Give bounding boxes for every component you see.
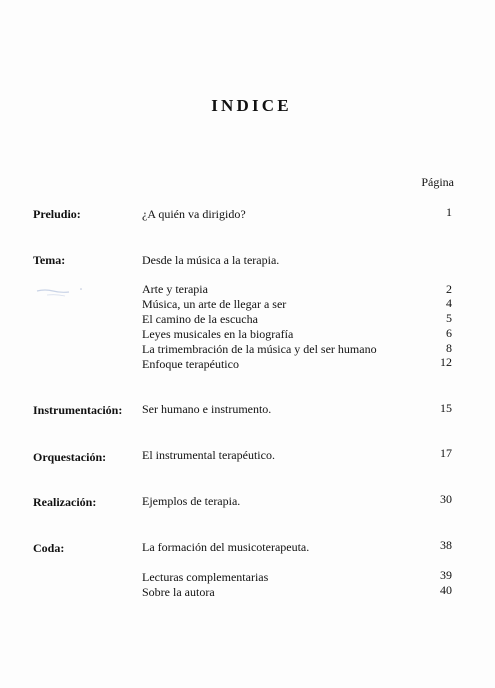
toc-entry-text: Enfoque terapéutico [142, 357, 239, 371]
toc-entry-text: Sobre la autora [142, 585, 215, 599]
page-column-header: Página [421, 175, 454, 189]
toc-entry-text: El camino de la escucha [142, 312, 258, 326]
toc-entry-page: 4 [446, 296, 452, 310]
toc-entry-page: 1 [446, 205, 452, 219]
toc-entry-page: 15 [440, 401, 452, 415]
toc-entry-page: 6 [446, 326, 452, 340]
section-label-tema: Tema: [33, 253, 66, 267]
toc-entry-text: ¿A quién va dirigido? [142, 207, 246, 221]
toc-entry-page: 39 [440, 568, 452, 582]
section-intro-tema: Desde la música a la terapia. [142, 253, 280, 267]
toc-entry-text: La formación del musicoterapeuta. [142, 540, 310, 554]
section-label-orquestacion: Orquestación: [33, 450, 107, 464]
toc-entry-text: El instrumental terapéutico. [142, 448, 275, 462]
toc-entry-text: La trimembración de la música y del ser humano [142, 342, 377, 356]
toc-entry-text: Ejemplos de terapia. [142, 494, 241, 508]
section-label-coda: Coda: [33, 541, 65, 555]
toc-entry-text: Leyes musicales en la biografía [142, 327, 294, 341]
toc-entry-page: 17 [440, 446, 452, 460]
toc-entry-page: 30 [440, 492, 452, 506]
toc-entry-text: Lecturas complementarias [142, 570, 269, 584]
toc-entry-text: Música, un arte de llegar a ser [142, 297, 287, 311]
toc-entry-page: 5 [446, 311, 452, 325]
toc-entry-page: 8 [446, 341, 452, 355]
toc-entry-page: 2 [446, 282, 452, 296]
scan-smudge-mark [35, 285, 85, 299]
section-label-preludio: Preludio: [33, 207, 81, 221]
toc-entry-page: 12 [440, 355, 452, 369]
page-title: INDICE [211, 96, 292, 115]
section-label-instrumentacion: Instrumentación: [33, 403, 123, 417]
toc-entry-page: 40 [440, 583, 452, 597]
toc-entry-page: 38 [440, 538, 452, 552]
section-label-realizacion: Realización: [33, 495, 97, 509]
toc-entry-text: Ser humano e instrumento. [142, 402, 272, 416]
toc-entry-text: Arte y terapia [142, 282, 208, 296]
